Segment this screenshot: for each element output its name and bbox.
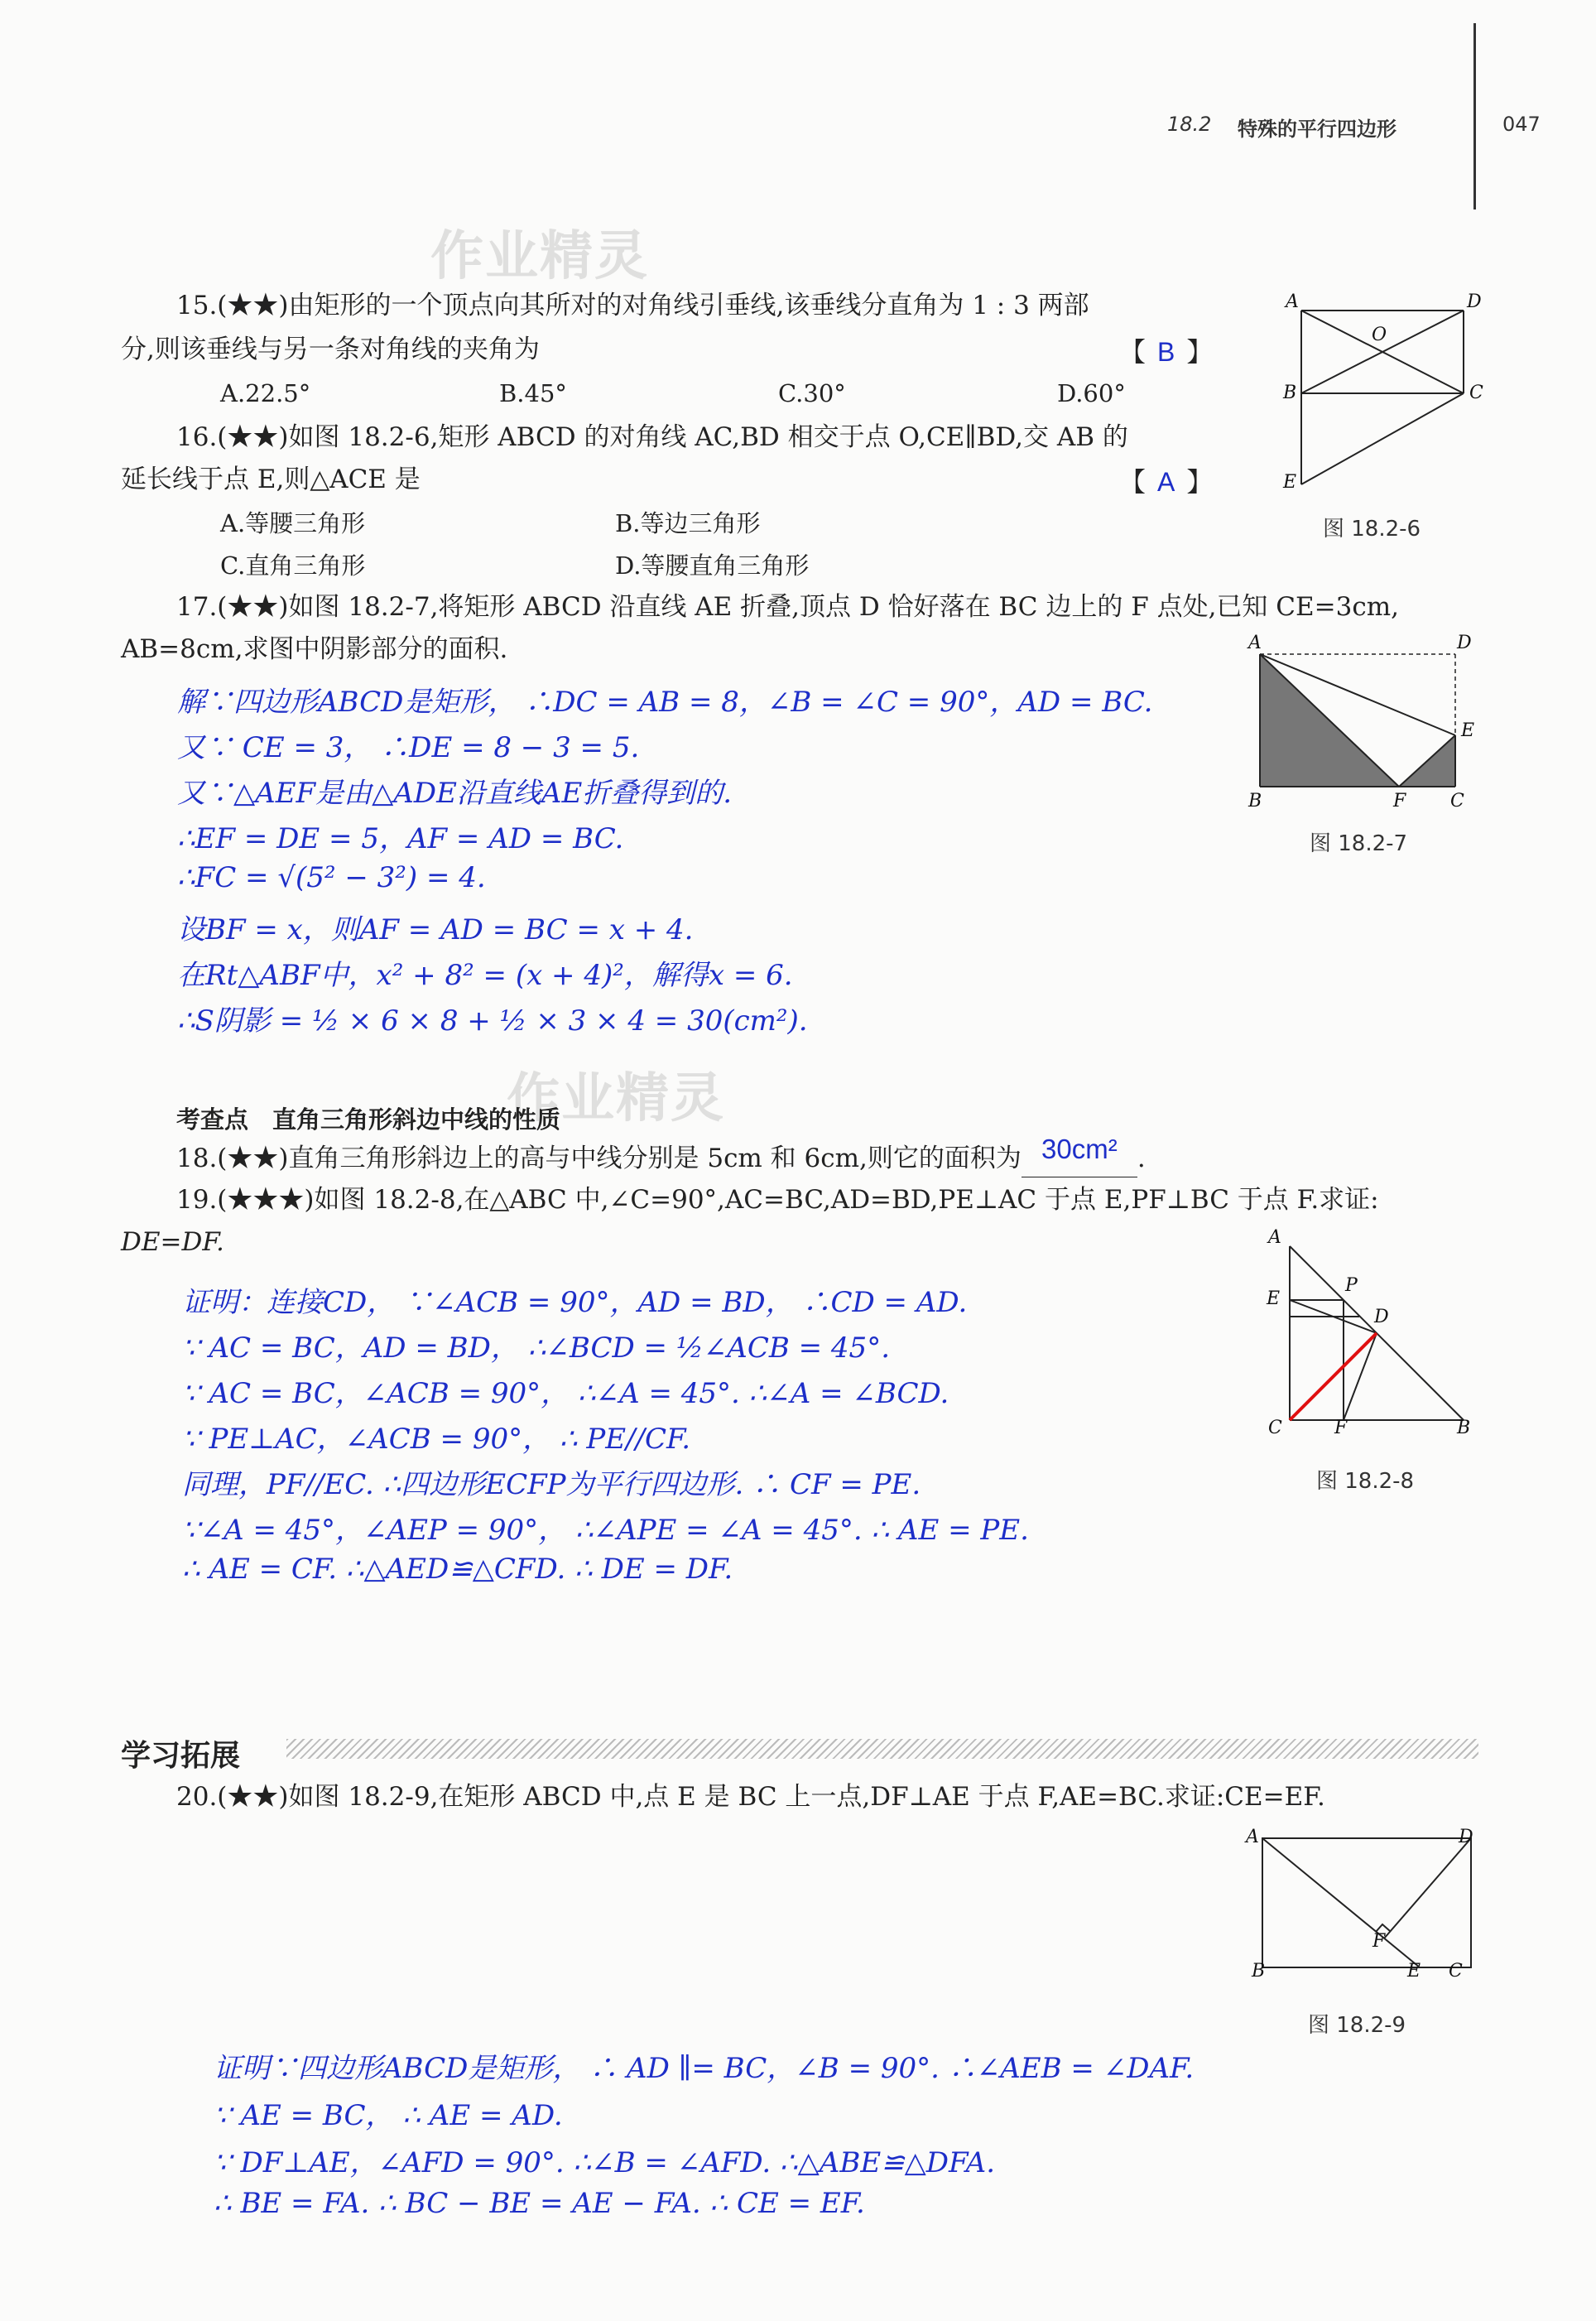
fig9-label-f: F <box>1372 1931 1386 1952</box>
q17-solution-line-5: ∴FC = √(5² − 3²) = 4. <box>177 861 486 894</box>
q15-answer-bracket: 【 B 】 <box>1119 336 1214 368</box>
fig8-label-d: D <box>1374 1307 1389 1327</box>
q19-solution-line-7: ∴ AE = CF. ∴△AED≌△CFD. ∴ DE = DF. <box>182 1553 733 1586</box>
fig8-label-p: P <box>1345 1275 1358 1296</box>
fig7-label-b: B <box>1248 791 1262 811</box>
fig6-label-b: B <box>1283 383 1297 403</box>
fig7-label-f: F <box>1393 791 1406 811</box>
watermark: 作业精灵 <box>430 226 649 287</box>
fig9-label-d: D <box>1459 1827 1473 1847</box>
fig6-label-a: A <box>1286 291 1299 312</box>
q17-solution-line-2: 又∵ CE = 3， ∴DE = 8 − 3 = 5. <box>177 731 640 764</box>
fig8-label-f: F <box>1334 1418 1348 1438</box>
fig6-label-c: C <box>1469 383 1483 403</box>
q16-option-c: C.直角三角形 <box>220 551 366 580</box>
page-number: 047 <box>1502 113 1541 136</box>
fig6-segment-ce <box>1301 393 1464 484</box>
q17-solution-line-6: 设BF = x，则AF = AD = BC = x + 4. <box>177 913 694 946</box>
fig7-label-a: A <box>1248 633 1262 653</box>
q19-solution-line-3: ∵ AC = BC，∠ACB = 90°， ∴∠A = 45°. ∴∠A = ∠BCD. <box>182 1377 949 1410</box>
section-title: 特殊的平行四边形 <box>1238 118 1396 141</box>
q18-answer-blank <box>1022 1134 1137 1177</box>
q16-answer: A <box>1157 467 1175 497</box>
q17-solution-line-4: ∴EF = DE = 5，AF = AD = BC. <box>177 822 624 855</box>
fig9-segment-df <box>1384 1838 1471 1938</box>
fig8-caption: 图 18.2-8 <box>1316 1469 1415 1494</box>
q15-option-d: D.60° <box>1057 379 1126 407</box>
q16-line2: 延长线于点 E,则△ACE 是 <box>121 465 421 494</box>
fig6-caption: 图 18.2-6 <box>1323 517 1421 542</box>
q18-answer: 30cm² <box>1041 1134 1118 1164</box>
fig8-label-a: A <box>1268 1227 1281 1248</box>
fig7-label-c: C <box>1450 791 1464 811</box>
expansion-heading-bar <box>121 1731 1478 1773</box>
q19-solution-line-6: ∵∠A = 45°，∠AEP = 90°， ∴∠APE = ∠A = 45°. ∴ AE = PE. <box>182 1514 1029 1547</box>
q15-option-c: C.30° <box>778 379 846 407</box>
figure-18-2-6 <box>1275 286 1490 501</box>
fig6-label-e: E <box>1283 472 1297 493</box>
figure-18-2-7 <box>1242 638 1490 803</box>
q20-solution-line-2: ∵ AE = BC， ∴ AE = AD. <box>214 2099 563 2132</box>
topic-heading: 考查点 直角三角形斜边中线的性质 <box>176 1105 561 1134</box>
fig8-label-e: E <box>1267 1288 1281 1309</box>
figure-18-2-8 <box>1258 1234 1490 1441</box>
q15-line2: 分,则该垂线与另一条对角线的夹角为 <box>121 335 540 364</box>
q20-solution-line-1: 证明∵四边形ABCD是矩形， ∴ AD ∥= BC，∠B = 90°. ∴∠AEB = ∠DAF. <box>214 2052 1195 2085</box>
q16-option-b: B.等边三角形 <box>615 509 761 537</box>
q19-solution-line-1: 证明：连接CD， ∵∠ACB = 90°，AD = BD， ∴CD = AD. <box>182 1286 968 1319</box>
fig9-label-a: A <box>1246 1827 1259 1847</box>
fig8-label-c: C <box>1268 1418 1282 1438</box>
q17-line2: AB=8cm,求图中阴影部分的面积. <box>121 634 508 664</box>
q15-line1: 15.(★★)由矩形的一个顶点向其所对的对角线引垂线,该垂线分直角为 1 : 3 两部 <box>176 291 1089 320</box>
fig8-label-b: B <box>1457 1418 1471 1438</box>
expansion-heading-hatch <box>286 1739 1478 1759</box>
fig9-label-c: C <box>1449 1961 1463 1982</box>
q16-option-a: A.等腰三角形 <box>220 509 366 537</box>
section-number: 18.2 <box>1167 113 1212 136</box>
fig9-label-b: B <box>1252 1961 1266 1982</box>
q15-option-b: B.45° <box>499 379 567 407</box>
q16-option-d: D.等腰直角三角形 <box>615 551 810 580</box>
q16-answer-bracket: 【 A 】 <box>1119 466 1214 498</box>
q20-solution-line-3: ∵ DF⊥AE，∠AFD = 90°. ∴∠B = ∠AFD. ∴△ABE≌△DFA. <box>214 2146 996 2179</box>
q19-line1: 19.(★★★)如图 18.2-8,在△ABC 中,∠C=90°,AC=BC,AD=BD,PE⊥AC 于点 E,PF⊥BC 于点 F.求证: <box>176 1185 1379 1215</box>
q17-solution-line-3: 又∵△AEF是由△ADE沿直线AE折叠得到的. <box>177 777 733 810</box>
header-divider <box>1473 23 1476 209</box>
q20-solution-line-4: ∴ BE = FA. ∴ BC − BE = AE − FA. ∴ CE = EF. <box>214 2187 865 2220</box>
q18-line <box>176 1134 1146 1177</box>
q19-solution-line-5: 同理，PF//EC. ∴四边形ECFP为平行四边形. ∴ CF = PE. <box>182 1468 921 1501</box>
watermark-2: 作业精灵 <box>507 1068 725 1129</box>
fig9-rect-abcd <box>1262 1838 1471 1967</box>
q17-line1: 17.(★★)如图 18.2-7,将矩形 ABCD 沿直线 AE 折叠,顶点 D 恰好落在 BC 边上的 F 点处,已知 CE=3cm, <box>176 592 1399 622</box>
fig7-label-e: E <box>1461 720 1475 741</box>
fig8-segment-cd <box>1290 1333 1377 1420</box>
q17-solution-line-7: 在Rt△ABF中，x² + 8² = (x + 4)²，解得x = 6. <box>177 959 793 992</box>
q15-answer: B <box>1157 337 1175 367</box>
expansion-heading: 学习拓展 <box>121 1739 241 1773</box>
q19-solution-line-4: ∵ PE⊥AC，∠ACB = 90°， ∴ PE//CF. <box>182 1423 691 1456</box>
fig7-label-d: D <box>1457 633 1472 653</box>
fig6-label-d: D <box>1467 291 1482 312</box>
fig8-segment-fd <box>1344 1333 1377 1420</box>
q19-line2: DE=DF. <box>121 1227 224 1257</box>
fig7-caption: 图 18.2-7 <box>1310 831 1408 856</box>
fig9-caption: 图 18.2-9 <box>1308 2013 1406 2038</box>
q17-solution-line-1: 解∵四边形ABCD是矩形， ∴DC = AB = 8，∠B = ∠C = 90°，AD = BC. <box>177 686 1153 719</box>
q17-solution <box>177 679 1153 1043</box>
q19-solution-line-2: ∵ AC = BC，AD = BD， ∴∠BCD = ½∠ACB = 45°. <box>182 1331 890 1365</box>
q18-end: . <box>1137 1144 1146 1173</box>
q16-line1: 16.(★★)如图 18.2-6,矩形 ABCD 的对角线 AC,BD 相交于点 O,CE∥BD,交 AB 的 <box>176 422 1128 452</box>
q18-text: 18.(★★)直角三角形斜边上的高与中线分别是 5cm 和 6cm,则它的面积为 <box>176 1144 1022 1173</box>
q17-solution-line-8: ∴S阴影 = ½ × 6 × 8 + ½ × 3 × 4 = 30(cm²). <box>177 1004 808 1038</box>
fig9-label-e: E <box>1407 1961 1421 1982</box>
page-header <box>1159 99 1573 149</box>
q19-solution <box>182 1279 1029 1598</box>
fig9-segment-ae <box>1262 1838 1420 1967</box>
fig6-label-o: O <box>1372 325 1387 345</box>
q20-line1: 20.(★★)如图 18.2-9,在矩形 ABCD 中,点 E 是 BC 上一点,DF⊥AE 于点 F,AE=BC.求证:CE=EF. <box>176 1782 1325 1812</box>
q15-option-a: A.22.5° <box>220 379 311 407</box>
q20-solution <box>214 2045 1194 2234</box>
